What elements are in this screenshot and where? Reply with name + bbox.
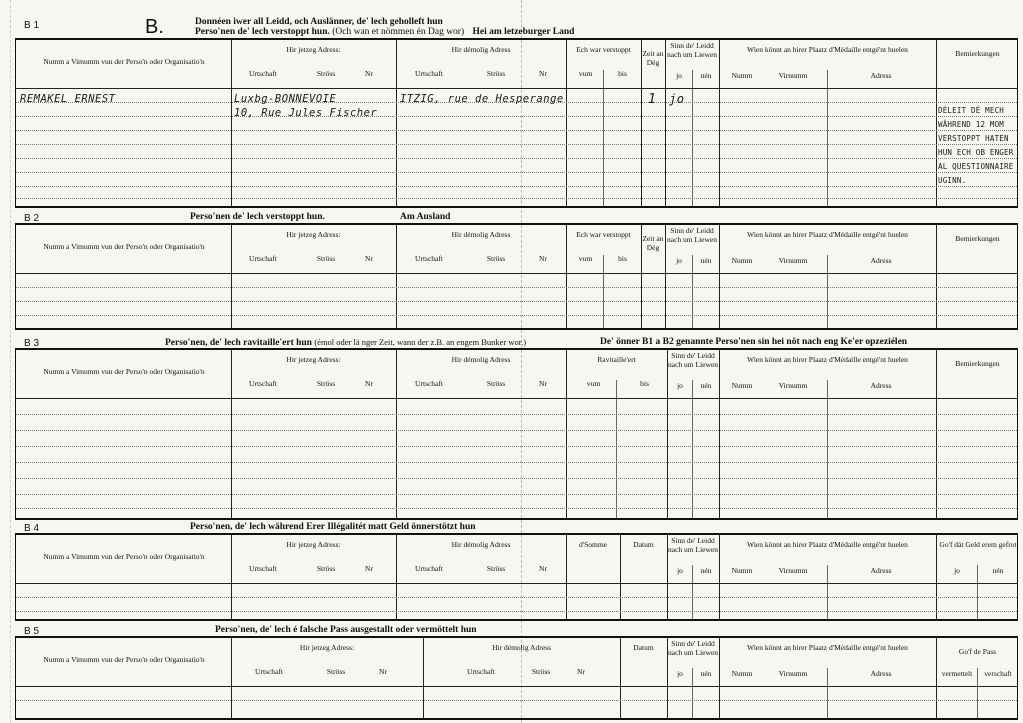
col-virnumm: Virnumm [778, 381, 808, 390]
section-title-b3-right: De' önner B1 a B2 genannte Perso'nen sin hei nöt nach eng Ke'er opzeziélen [600, 337, 908, 347]
section-title-b4: Perso'nen, de' lech während Erer Illégalitét matt Geld önnerstötzt hun [190, 522, 476, 532]
col-name-header: Numm a Vimumm vun der Perso'n oder Organisatio'n [43, 552, 205, 561]
col-urtschaft: Urtschaft [415, 69, 443, 78]
section-label-b4: B 4 [24, 523, 40, 534]
col-former-address-header: Hir démolig Adress [451, 45, 511, 54]
section-label-b5: B 5 [24, 626, 40, 637]
col-jo: jo [676, 256, 682, 265]
section-label-b3: B 3 [24, 338, 40, 349]
col-stross: Ströss [486, 379, 506, 388]
col-former-address-header: Hir démolig Adress [451, 355, 511, 364]
col-alive-header: Sinn de' Leidd nach um Liewen [667, 41, 717, 59]
col-nr: Nr [379, 667, 387, 676]
col-nr: Nr [365, 564, 373, 573]
entry-remark-line: AL QUESTIONNAIRE [938, 162, 1014, 171]
col-virnumm: Virnumm [778, 566, 808, 575]
entry-current-address-line2: 10, Rue Jules Fischer [234, 107, 378, 119]
col-bis: bis [618, 254, 627, 263]
col-remarks-header: Bemierkungen [955, 234, 1000, 243]
entry-remark-line: WÄHREND 12 MOM [938, 120, 1005, 129]
col-numm: Numm [731, 381, 753, 390]
col-vum: vum [578, 69, 593, 78]
col-nen: nén [992, 566, 1004, 575]
col-stross: Ströss [326, 667, 346, 676]
col-date: Datum [633, 540, 654, 549]
entry-alive: jo [669, 92, 685, 106]
col-nr: Nr [365, 69, 373, 78]
entry-remark-line: UGINN. [938, 176, 967, 185]
col-nr: Nr [539, 254, 547, 263]
col-former-address-header: Hir démolig Adress [451, 540, 511, 549]
col-adress: Adress [870, 71, 892, 80]
form-letter-b: B. [145, 16, 164, 38]
col-nr: Nr [365, 254, 373, 263]
col-money-returned-header: Go'f dát Geld erem gefrot [939, 540, 1017, 549]
col-numm: Numm [731, 669, 753, 678]
entry-days: 1 [648, 92, 657, 107]
col-nen: nén [700, 566, 712, 575]
col-stross: Ströss [486, 564, 506, 573]
col-urtschaft: Urtschaft [467, 667, 495, 676]
col-stross: Ströss [316, 69, 336, 78]
header-line-2: Perso'nen de' lech verstoppt hun. (Och wan et nömmen én Dag wor) Hei am letzeburger Land [195, 27, 575, 37]
col-nen: nén [700, 71, 712, 80]
col-medal-header: Wien könnt an hirer Plaatz d'Médaille entgé'nt huelen [747, 230, 908, 239]
col-procured: verschaft [984, 669, 1012, 678]
col-current-address-header: Hir jetzeg Adress: [286, 355, 341, 364]
col-nen: nén [700, 381, 712, 390]
col-adress: Adress [870, 669, 892, 678]
col-alive-header: Sinn de' Leidd nach um Liewen [668, 639, 718, 657]
col-stross: Ströss [531, 667, 551, 676]
col-mediated: vermettelt [941, 669, 973, 678]
col-stross: Ströss [486, 254, 506, 263]
col-vum: vum [586, 379, 601, 388]
col-nr: Nr [539, 564, 547, 573]
col-alive-header: Sinn de' Leidd nach um Liewen [668, 351, 718, 369]
col-numm: Numm [731, 256, 753, 265]
col-urtschaft: Urtschaft [249, 254, 277, 263]
col-nen: nén [700, 256, 712, 265]
col-numm: Numm [731, 71, 753, 80]
col-current-address-header: Hir jetzeg Adress: [299, 643, 355, 652]
col-urtschaft: Urtschaft [249, 69, 277, 78]
table-b3 [15, 348, 1018, 520]
col-nr: Nr [539, 69, 547, 78]
col-nen: nén [700, 669, 712, 678]
col-zeit-an-deg: Zeit an Dég [642, 234, 664, 252]
col-jo: jo [677, 669, 683, 678]
col-urtschaft: Urtschaft [249, 379, 277, 388]
section-label-b2: B 2 [24, 213, 40, 224]
col-current-address-header: Hir jetzeg Adress: [286, 45, 341, 54]
col-urtschaft: Urtschaft [255, 667, 283, 676]
col-stross: Ströss [316, 564, 336, 573]
col-numm: Numm [731, 566, 753, 575]
header-line-1: Donnéen iwer all Leidd, och Auslänner, de' lech geholleft hun [195, 17, 443, 27]
entry-remark-line: DÉLEIT DÉ MECH [938, 106, 1005, 115]
entry-name: REMAKEL ERNEST [20, 93, 116, 105]
col-jo: jo [677, 566, 683, 575]
col-date: Datum [633, 643, 654, 652]
col-zeit-an-deg: Zeit an Dég [642, 49, 664, 67]
table-b1 [15, 38, 1018, 208]
col-sum: d'Somme [578, 540, 608, 549]
col-name-header: Numm a Vimumm vun der Perso'n oder Organisatio'n [43, 655, 205, 664]
entry-remark-line: VERSTOPPT HATEN [938, 134, 1009, 143]
col-medal-header: Wien könnt an hirer Plaatz d'Médaille entgé'nt huelen [747, 45, 908, 54]
col-current-address-header: Hir jetzeg Adress: [286, 230, 341, 239]
col-vum: vum [578, 254, 593, 263]
col-bis: bis [618, 69, 627, 78]
section-title-b2-right: Am Ausland [400, 212, 451, 222]
col-alive-header: Sinn de' Leidd nach um Liewen [668, 536, 718, 554]
section-title-b5: Perso'nen, de' lech é falsche Pass ausgestallt oder vermöttelt hun [215, 625, 477, 635]
col-medal-header: Wien könnt an hirer Plaatz d'Médaille entgé'nt huelen [747, 540, 908, 549]
col-nr: Nr [539, 379, 547, 388]
col-virnumm: Virnumm [778, 256, 808, 265]
section-title-b3: Perso'nen, de' lech ravitaille'ert hun (émol oder lä nger Zeit, wann der z.B. an engem Bunker wor.) [165, 337, 527, 348]
col-urtschaft: Urtschaft [249, 564, 277, 573]
col-stross: Ströss [316, 254, 336, 263]
col-name-header: Numm a Vimumm vun der Perso'n oder Organisatio'n [43, 367, 205, 376]
section-title-b2: Perso'nen de' lech verstoppt hun. [190, 212, 325, 222]
col-stross: Ströss [486, 69, 506, 78]
col-hidden-header: Ech war verstoppt [576, 45, 631, 54]
col-passport-header: Go'f de Pass [958, 647, 997, 656]
page-margin-line [10, 0, 11, 723]
col-former-address-header: Hir démolig Adress [451, 230, 511, 239]
col-remarks-header: Bemierkungen [955, 359, 1000, 368]
table-b2 [15, 223, 1018, 330]
col-nr: Nr [577, 667, 585, 676]
section-label-b1: B 1 [24, 20, 40, 31]
col-medal-header: Wien könnt an hirer Plaatz d'Médaille entgé'nt huelen [747, 643, 908, 652]
col-current-address-header: Hir jetzeg Adress: [286, 540, 341, 549]
col-adress: Adress [870, 566, 892, 575]
col-adress: Adress [870, 381, 892, 390]
col-name-header: Numm a Vimumm vun der Perso'n oder Organisatio'n [43, 242, 205, 251]
col-virnumm: Virnumm [778, 71, 808, 80]
col-former-address-header: Hir démolig Adress [492, 643, 551, 652]
col-adress: Adress [870, 256, 892, 265]
col-jo: jo [676, 71, 682, 80]
col-stross: Ströss [316, 379, 336, 388]
table-b4 [15, 533, 1018, 621]
col-name-header: Numm a Vimumm vun der Perso'n oder Organisatio'n [43, 57, 205, 66]
col-medal-header: Wien könnt an hirer Plaatz d'Médaille entgé'nt huelen [747, 355, 908, 364]
col-hidden-header: Ech war verstoppt [576, 230, 631, 239]
col-urtschaft: Urtschaft [415, 254, 443, 263]
col-alive-header: Sinn de' Leidd nach um Liewen [667, 226, 717, 244]
col-remarks-header: Bemierkungen [955, 49, 1000, 58]
col-urtschaft: Urtschaft [415, 564, 443, 573]
col-supplied-header: Ravitaille'ert [597, 355, 636, 364]
col-nr: Nr [365, 379, 373, 388]
col-urtschaft: Urtschaft [415, 379, 443, 388]
entry-remark-line: HUN ECH OB ENGER [938, 148, 1014, 157]
col-jo: jo [677, 381, 683, 390]
table-b5 [15, 636, 1018, 720]
col-bis: bis [640, 379, 649, 388]
entry-former-address: ITZIG, rue de Hesperange [400, 93, 564, 105]
col-jo: jo [954, 566, 960, 575]
entry-current-address-line1: Luxbg-BONNEVOIE [234, 93, 337, 105]
col-virnumm: Virnumm [778, 669, 808, 678]
